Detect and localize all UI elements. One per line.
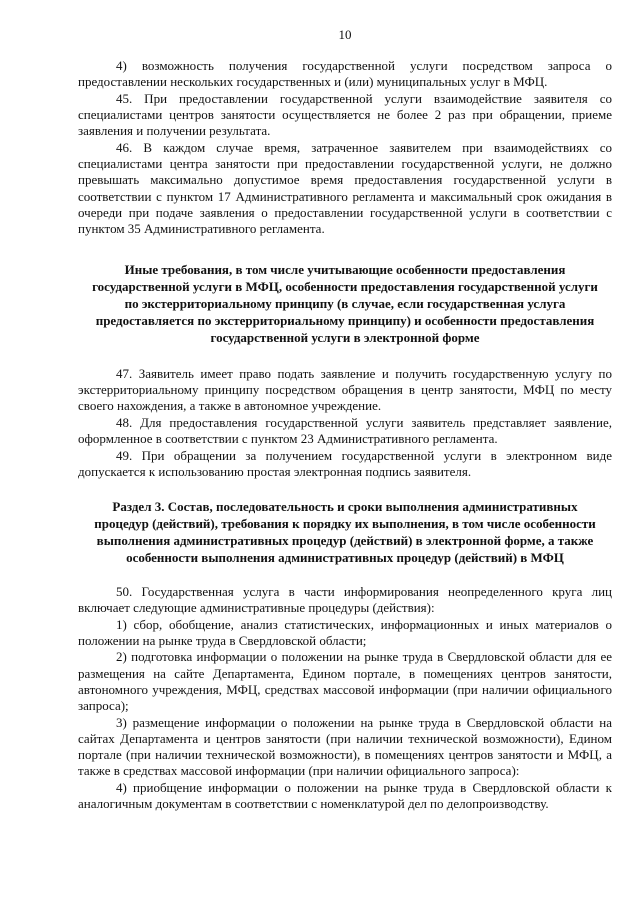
paragraph-47: 47. Заявитель имеет право подать заявление и получить государственную услугу по экстерриториальному принципу посредством обращения в центр занятости, МФЦ по месту своего нахождения, а также в автономное учреждение. <box>78 365 612 414</box>
paragraph-48: 48. Для предоставления государственной услуги заявитель представляет заявление, оформленное в соответствии с пунктом 23 Административного регламента. <box>78 414 612 447</box>
paragraph-50-item-2: 2) подготовка информации о положении на рынке труда в Свердловской области для ее размещения на сайте Департамента, Едином портале, в помещениях центров занятости, автономного учреждения, МФЦ, средствах массовой информации (при наличии официального запроса); <box>78 649 612 714</box>
page-number: 10 <box>338 27 352 42</box>
paragraph-46: 46. В каждом случае время, затраченное заявителем при взаимодействиях со специалистами центра занятости при предоставлении государственной услуги, не должно превышать максимально допустимое время предоставления государственной услуги в соответствии с пунктом 17 Административного регламента и максимальный срок ожидания в очереди при подаче заявления о предоставлении государственной услуги в соответствии с пунктом 35 Административного регламента. <box>78 140 612 237</box>
paragraph-50-item-4: 4) приобщение информации о положении на рынке труда в Свердловской области к аналогичным документам в соответствии с номенклатурой дел по делопроизводству. <box>78 780 612 812</box>
spacer <box>78 346 612 366</box>
section-heading-part-3: Раздел 3. Состав, последовательность и сроки выполнения административных процедур (действий), требования к порядку их выполнения, в том числе особенности выполнения административных процедур (действий) в электронной форме, а также особенности выполнения административных процедур (действий) в МФЦ <box>94 498 596 565</box>
spacer <box>78 566 612 584</box>
paragraph-50: 50. Государственная услуга в части информирования неопределенного круга лиц включает следующие административные процедуры (действия): <box>78 583 612 615</box>
paragraph-45: 45. При предоставлении государственной услуги взаимодействие заявителя со специалистами центров занятости осуществляется не более 2 раз при обращении, приеме заявления и получении результата. <box>78 90 612 139</box>
paragraph-50-item-3: 3) размещение информации о положении на рынке труда в Свердловской области на сайтах Департамента и центров занятости (при наличии технической возможности), Едином портале (при наличии технической возможности), в помещениях центров занятости и МФЦ, а также в средствах массовой информации (при наличии официального запроса): <box>78 714 612 779</box>
paragraph-50-item-1: 1) сбор, обобщение, анализ статистических, информационных и иных материалов о положении на рынке труда в Свердловской области; <box>78 616 612 648</box>
paragraph-49: 49. При обращении за получением государственной услуги в электронном виде допускается к использованию простая электронная подпись заявителя. <box>78 447 612 479</box>
paragraph-item-4: 4) возможность получения государственной услуги посредством запроса о предоставлении нескольких государственных и (или) муниципальных услуг в МФЦ. <box>78 58 612 90</box>
spacer <box>78 238 612 261</box>
spacer <box>78 481 612 498</box>
section-heading-other-requirements: Иные требования, в том числе учитывающие особенности предоставления государственной услуги в МФЦ, особенности предоставления государственной услуги по экстерриториальному принципу (в случае, если государственная услуга предоставляется по экстерриториальному принципу) и особенности предоставления государственной услуги в электронной форме <box>92 261 598 345</box>
